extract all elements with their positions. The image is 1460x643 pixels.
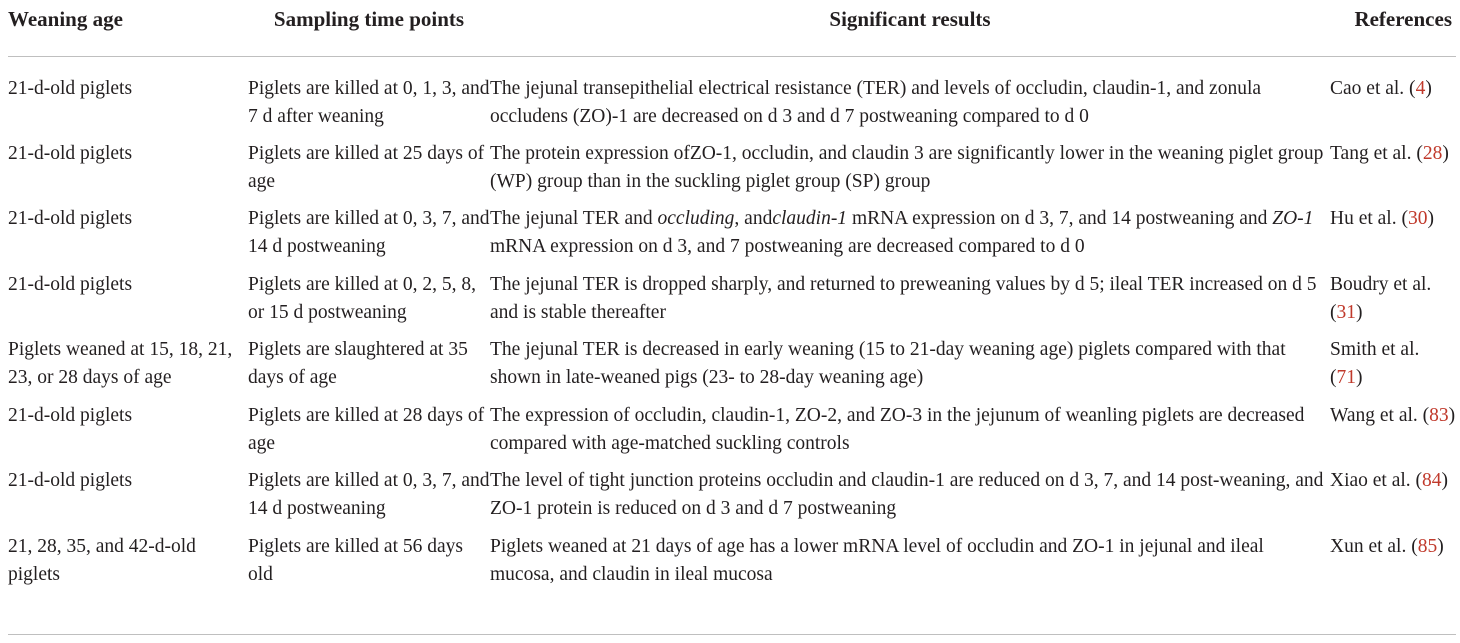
- result-cell: The level of tight junction proteins occludin and claudin-1 are reduced on d 3, 7, and 14 post-weaning, and ZO-1 protein is reduced on d 3 and d 7 postweaning: [490, 470, 1324, 519]
- reference-author: Cao et al. (: [1330, 78, 1416, 99]
- reference-cell: [1330, 533, 1456, 599]
- reference-link[interactable]: 4: [1415, 78, 1426, 99]
- reference-author: Xun et al. (: [1330, 535, 1418, 557]
- gene-zo-1: ZO-1: [1272, 208, 1314, 229]
- reference-close: ): [1437, 535, 1444, 557]
- weaning-age-cell: 21-d-old piglets: [8, 470, 133, 491]
- header-significant-results: Significant results: [829, 7, 991, 31]
- reference-cell: [1330, 140, 1456, 206]
- table-bottom-rule: [8, 634, 1456, 635]
- result-text: The jejunal TER and: [490, 208, 658, 229]
- reference-link[interactable]: 83: [1429, 404, 1449, 426]
- sampling-cell: Piglets are killed at 0, 3, 7, and 14 d postweaning: [248, 470, 490, 519]
- table-row: [8, 271, 1456, 337]
- reference-link[interactable]: 85: [1417, 535, 1438, 557]
- table-row: [8, 205, 1456, 271]
- reference-close: ): [1427, 208, 1434, 229]
- reference-cell: [1330, 271, 1456, 337]
- weaning-age-cell: 21-d-old piglets: [8, 78, 133, 99]
- table-row: [8, 533, 1456, 599]
- sampling-cell: Piglets are killed at 0, 3, 7, and 14 d postweaning: [248, 208, 490, 257]
- weaning-age-cell: 21-d-old piglets: [8, 273, 133, 295]
- result-text: , and: [734, 208, 773, 229]
- weaning-results-table: [8, 0, 1456, 598]
- weaning-age-cell: 21, 28, 35, and 42-d-old piglets: [8, 535, 196, 585]
- reference-author: Tang et al. (: [1330, 142, 1423, 164]
- reference-close: ): [1356, 301, 1363, 323]
- result-cell: The expression of occludin, claudin-1, ZO-2, and ZO-3 in the jejunum of weanling piglets are decreased compared with age-matched suckling controls: [490, 404, 1305, 454]
- reference-author: Smith et al. (: [1330, 339, 1420, 388]
- sampling-cell: Piglets are killed at 25 days of age: [248, 142, 485, 192]
- sampling-cell: Piglets are killed at 0, 1, 3, and 7 d after weaning: [248, 78, 490, 127]
- gene-occluding: occluding: [657, 208, 735, 229]
- reference-author: Boudry et al. (: [1330, 273, 1432, 323]
- result-text: mRNA expression on d 3, 7, and 14 postweaning and: [847, 208, 1273, 229]
- sampling-cell: Piglets are slaughtered at 35 days of age: [248, 339, 468, 388]
- reference-cell: [1330, 205, 1456, 271]
- table-row: [8, 467, 1456, 533]
- result-cell: The jejunal TER is dropped sharply, and returned to preweaning values by d 5; ileal TER increased on d 5 and is stable thereafter: [490, 273, 1317, 323]
- header-references: References: [1354, 7, 1452, 31]
- table-row: [8, 140, 1456, 206]
- reference-close: ): [1441, 470, 1449, 491]
- sampling-cell: Piglets are killed at 0, 2, 5, 8, or 15 d postweaning: [248, 273, 477, 323]
- weaning-age-cell: 21-d-old piglets: [8, 208, 133, 229]
- reference-link[interactable]: 28: [1422, 142, 1443, 164]
- gene-claudin-1: claudin-1: [772, 208, 848, 229]
- reference-close: ): [1448, 404, 1456, 426]
- weaning-age-cell: Piglets weaned at 15, 18, 21, 23, or 28 days of age: [8, 339, 233, 388]
- result-cell: [490, 205, 1330, 271]
- reference-author: Xiao et al. (: [1330, 470, 1423, 491]
- reference-close: ): [1356, 367, 1363, 388]
- result-text: mRNA expression on d 3, and 7 postweaning are decreased compared to d 0: [490, 236, 1085, 257]
- reference-author: Hu et al. (: [1330, 208, 1408, 229]
- reference-close: ): [1425, 78, 1432, 99]
- reference-cell: [1330, 402, 1456, 468]
- result-cell: Piglets weaned at 21 days of age has a lower mRNA level of occludin and ZO-1 in jejunal and ileal mucosa, and claudin in ileal mucosa: [490, 535, 1264, 585]
- table-row: [8, 402, 1456, 468]
- table-header-row: [8, 0, 1456, 57]
- reference-author: Wang et al. (: [1330, 404, 1430, 426]
- header-weaning-age: Weaning age: [8, 7, 123, 31]
- weaning-age-cell: 21-d-old piglets: [8, 142, 133, 164]
- weaning-age-cell: 21-d-old piglets: [8, 404, 133, 426]
- result-cell: The jejunal TER is decreased in early weaning (15 to 21-day weaning age) piglets compared with that shown in late-weaned pigs (23- to 28-day weaning age): [490, 339, 1286, 388]
- reference-cell: [1330, 57, 1456, 140]
- sampling-cell: Piglets are killed at 56 days old: [248, 535, 463, 585]
- reference-link[interactable]: 84: [1422, 470, 1442, 491]
- sampling-cell: Piglets are killed at 28 days of age: [248, 404, 485, 454]
- reference-link[interactable]: 31: [1336, 301, 1356, 323]
- result-cell: The protein expression ofZO-1, occludin, and claudin 3 are significantly lower in the weaning piglet group (WP) group than in the suckling piglet group (SP) group: [490, 142, 1324, 192]
- reference-link[interactable]: 71: [1336, 367, 1356, 388]
- reference-cell: [1330, 336, 1456, 402]
- table-row: [8, 57, 1456, 140]
- reference-cell: [1330, 467, 1456, 533]
- reference-close: ): [1442, 142, 1449, 164]
- reference-link[interactable]: 30: [1407, 208, 1428, 229]
- result-cell: The jejunal transepithelial electrical resistance (TER) and levels of occludin, claudin-1, and zonula occludens (ZO)-1 are decreased on d 3 and d 7 postweaning compared to d 0: [490, 78, 1262, 127]
- header-sampling-time-points: Sampling time points: [273, 7, 465, 31]
- table-row: [8, 336, 1456, 402]
